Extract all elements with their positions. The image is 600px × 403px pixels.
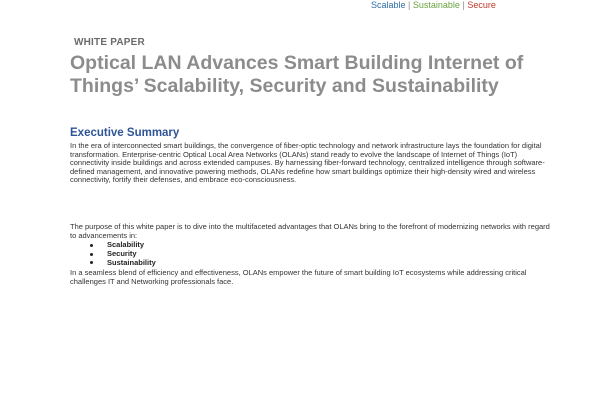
header-tagline <box>371 0 496 11</box>
list-item <box>90 259 156 268</box>
bullet-icon <box>90 261 93 264</box>
tagline-scalable: Scalable <box>371 0 406 10</box>
tagline-separator: | <box>462 0 465 10</box>
tagline-separator: | <box>408 0 411 10</box>
paragraph-conclusion: In a seamless blend of efficiency and effectiveness, OLANs empower the future of smart building IoT ecosystems while addressing critical challenges IT and Networking professionals face. <box>70 268 527 286</box>
bullet-icon <box>90 253 93 256</box>
list-item-label: Sustainability <box>107 257 156 267</box>
tagline-sustainable: Sustainable <box>412 0 460 10</box>
document-title: Optical LAN Advances Smart Building Internet of Things’ Scalability, Security and Sustainability <box>70 52 524 97</box>
list-item-label: Scalability <box>107 240 145 249</box>
document-type-label: WHITE PAPER <box>74 37 145 48</box>
bullet-icon <box>90 244 93 247</box>
section-heading: Executive Summary <box>70 127 180 139</box>
paragraph-intro: In the era of interconnected smart buildings, the convergence of fiber-optic technology and network infrastructure lays the foundation for digital transformation. Enterprise-centric Optical Local Area Networks (OLANs) stand ready to evolve the landscape of Internet of Things (IoT) connectivity inside buildings and across extended campuses. By harnessing fiber-forward technology, centralized intelligence through software-defined management, and innovative powering methods, OLANs redefine how smart buildings optimize their high-density wired and wireless connectivity, fortify their defenses, and embrace eco-consciousness. <box>70 141 545 185</box>
paragraph-purpose: The purpose of this white paper is to dive into the multifaceted advantages that OLANs bring to the forefront of modernizing networks with regard to advancements in: <box>70 222 550 240</box>
list-item-label: Security <box>107 248 137 258</box>
bullet-list <box>90 241 156 267</box>
tagline-secure: Secure <box>467 0 496 10</box>
